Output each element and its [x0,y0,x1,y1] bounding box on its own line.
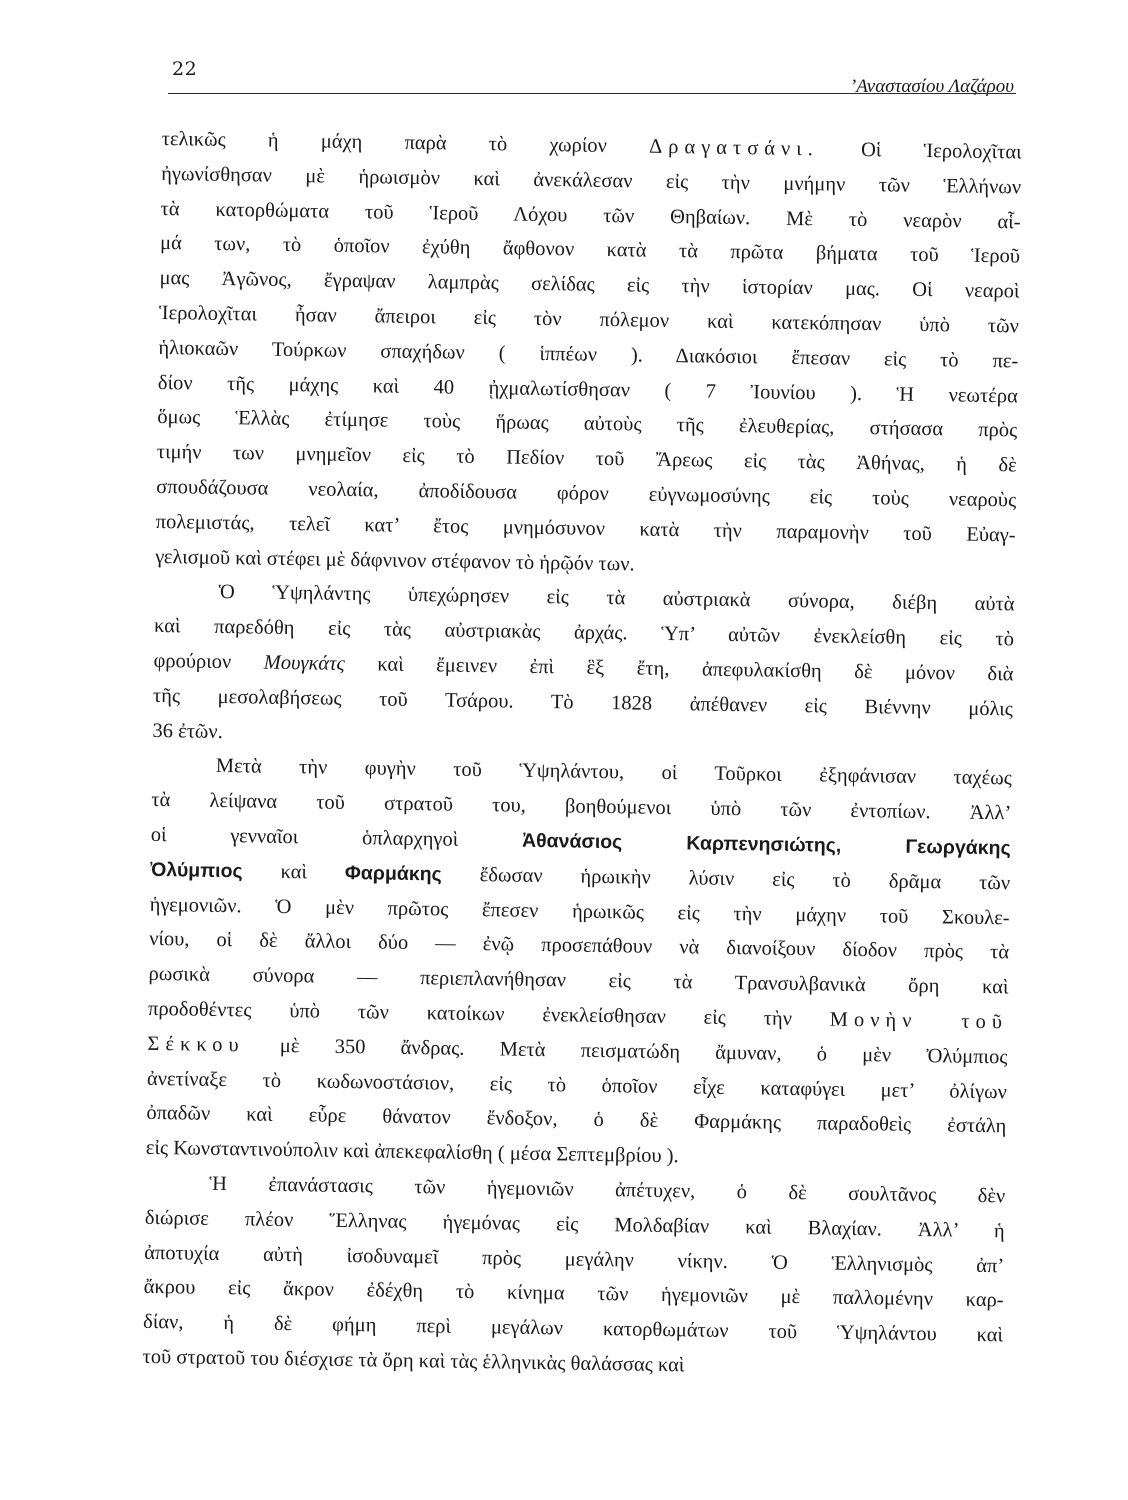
text-run: σπουδάζουσα νεολαία, ἀποδίδουσα φόρον εὐγνωμοσύνης εἰς τοὺς νεαροὺς [156,475,1017,512]
text-run: προδοθέντες ὑπὸ τῶν κατοίκων ἐνεκλείσθησαν εἰς τὴν [147,997,830,1031]
text-run: Μονὴν τοῦ [829,1008,1009,1034]
text-run: τιμήν των μνημεῖον εἰς τὸ Πεδίον τοῦ Ἄρεως εἰς τὰς Ἀθήνας, ἡ δὲ [156,441,1017,477]
text-run: ὀπαδῶν καὶ εὗρε θάνατον ἔνδοξον, ὁ δὲ Φαρμάκης παραδοθεὶς ἐστάλη [146,1102,1007,1138]
text-run: πολεμιστάς, τελεῖ κατ’ ἔτος μνημόσυνον κατὰ τὴν παραμονὴν τοῦ Εὐαγ- [155,510,1016,547]
text-run: Ἡ ἐπανάστασις τῶν ἡγεμονιῶν ἀπέτυχεν, ὁ δὲ σουλτᾶνος δὲν [209,1172,1006,1208]
text-run: Μετὰ τὴν φυγὴν τοῦ Ὑψηλάντου, οἱ Τοῦρκοι ἐξηφάνισαν ταχέως [215,755,1012,790]
page-header [168,58,1018,97]
text-run: ἔδωσαν ἡρωικὴν λύσιν εἰς τὸ δρᾶμα τῶν [441,863,1011,895]
text-run: μά των, τὸ ὁποῖον ἐχύθη ἄφθονον κατὰ τὰ πρῶτα βήματα τοῦ Ἱεροῦ [159,232,1021,268]
text-run: δίαν, ἡ δὲ φήμη περὶ μεγάλων κατορθωμάτων τοῦ Ὑψηλάντου καὶ [142,1310,1004,1347]
text-run: εἰς Κωνσταντινούπολιν καὶ ἀπεκεφαλίσθη ( μέσα Σεπτεμβρίου ). [145,1136,679,1168]
text-run: μὲ 350 ἄνδρας. Μετὰ πεισματώδη ἄμυναν, ὁ μὲν Ὀλύμπιος [244,1034,1008,1069]
text-run: Δραγατσάνι. [648,135,820,161]
text-run: νίου, οἱ δὲ ἄλλοι δύο — ἐνῷ προσεπάθουν νὰ διανοίξουν δίοδον πρὸς τὰ [148,928,1010,964]
text-run: ἀνετίναξε τὸ κωδωνοστάσιον, εἰς τὸ ὁποῖον εἶχε καταφύγει μετ’ ὀλίγων [146,1067,1008,1103]
text-run: ὅμως Ἑλλὰς ἐτίμησε τοὺς ἥρωας αὐτοὺς τῆς ἐλευθερίας, στήσασα πρὸς [157,406,1018,442]
text-run: Ὀλύμπιος [150,858,243,883]
text-run: καὶ παρεδόθη εἰς τὰς αὐστριακὰς ἀρχάς. Ὑπ’ αὐτῶν ἐνεκλείσθη εἰς τὸ [153,615,1015,651]
text-run: Μουγκάτς [263,651,345,675]
text-run: Ἱερολοχῖται ἦσαν ἄπειροι εἰς τὸν πόλεμον καὶ κατεκόπησαν ὑπὸ τῶν [158,301,1020,338]
text-run: διώρισε πλέον Ἕλληνας ἡγεμόνας εἰς Μολδαβίαν καὶ Βλαχίαν. Ἀλλ’ ἡ [144,1206,1005,1243]
text-run: ρωσικὰ σύνορα — περιεπλανήθησαν εἰς τὰ Τρανσυλβανικὰ ὄρη καὶ [148,963,1009,999]
text-run: τοῦ στρατοῦ του διέσχισε τὰ ὄρη καὶ τὰς ἑλληνικὰς θαλάσσας καὶ [142,1345,685,1377]
running-head: ’Αναστασίου Λαζάρου [849,76,1014,97]
text-run: ἠγωνίσθησαν μὲ ἡρωισμὸν καὶ ἀνεκάλεσαν εἰς τὴν μνήμην τῶν Ἑλλήνων [161,162,1022,199]
text-run: Ὁ Ὑψηλάντης ὑπεχώρησεν εἰς τὰ αὐστριακὰ σύνορα, διέβη αὐτὰ [218,581,1015,616]
text-run: Ἀθανάσιος Καρπενησιώτης, Γεωργάκης [521,829,1011,860]
text-run: καὶ ἔμεινεν ἐπὶ ἓξ ἔτη, ἀπεφυλακίσθη δὲ μόνον διὰ [344,652,1014,686]
text-run: τῆς μεσολαβήσεως τοῦ Τσάρου. Τὸ 1828 ἀπέθανεν εἰς Βιέννην μόλις [152,684,1014,721]
page-number: 22 [172,58,198,80]
text-run: καὶ [242,860,346,884]
text-run: δίον τῆς μάχης καὶ 40 ᾐχμαλωτίσθησαν ( 7 Ἰουνίου ). Ἡ νεωτέρα [157,371,1018,408]
text-run: φρούριον [153,649,264,674]
text-run: μας Ἀγῶνος, ἔγραψαν λαμπρὰς σελίδας εἰς τὴν ἱστορίαν μας. Οἱ νεαροὶ [159,267,1020,303]
text-run: τελικῶς ἡ μάχη παρὰ τὸ χωρίον [161,127,650,158]
text-run: Οἱ Ἱερολοχῖται [818,138,1022,164]
text-run: ἄκρου εἰς ἄκρον ἐδέχθη τὸ κίνημα τῶν ἡγεμονιῶν μὲ παλλομένην καρ- [143,1276,1004,1312]
text-run: τὰ κατορθώματα τοῦ Ἱεροῦ Λόχου τῶν Θηβαίων. Μὲ τὸ νεαρὸν αἷ- [160,197,1021,234]
header-rule [168,93,1016,94]
text-run: 36 ἐτῶν. [152,719,223,743]
text-run: Φαρμάκης [344,861,442,886]
text-run: ἀποτυχία αὐτὴ ἰσοδυναμεῖ πρὸς μεγάλην νίκην. Ὁ Ἑλληνισμὸς ἀπ’ [144,1241,1005,1277]
text-run: ἡλιοκαῶν Τούρκων σπαχήδων ( ἱππέων ). Διακόσιοι ἔπεσαν εἰς τὸ πε- [158,336,1019,373]
text-run: οἱ γενναῖοι ὁπλαρχηγοὶ [150,823,523,852]
text-run: γελισμοῦ καὶ στέφει μὲ δάφνινον στέφανον τὸ ἡρῷόν των. [155,545,635,576]
text-run: τὰ λείψανα τοῦ στρατοῦ του, βοηθούμενοι ὑπὸ τῶν ἐντοπίων. Ἀλλ’ [151,789,1012,825]
text-run: Σέκκου [147,1032,245,1057]
body-text [142,122,1022,1388]
text-run: ἡγεμονιῶν. Ὁ μὲν πρῶτος ἔπεσεν ἡρωικῶς εἰς τὴν μάχην τοῦ Σκουλε- [149,893,1010,929]
